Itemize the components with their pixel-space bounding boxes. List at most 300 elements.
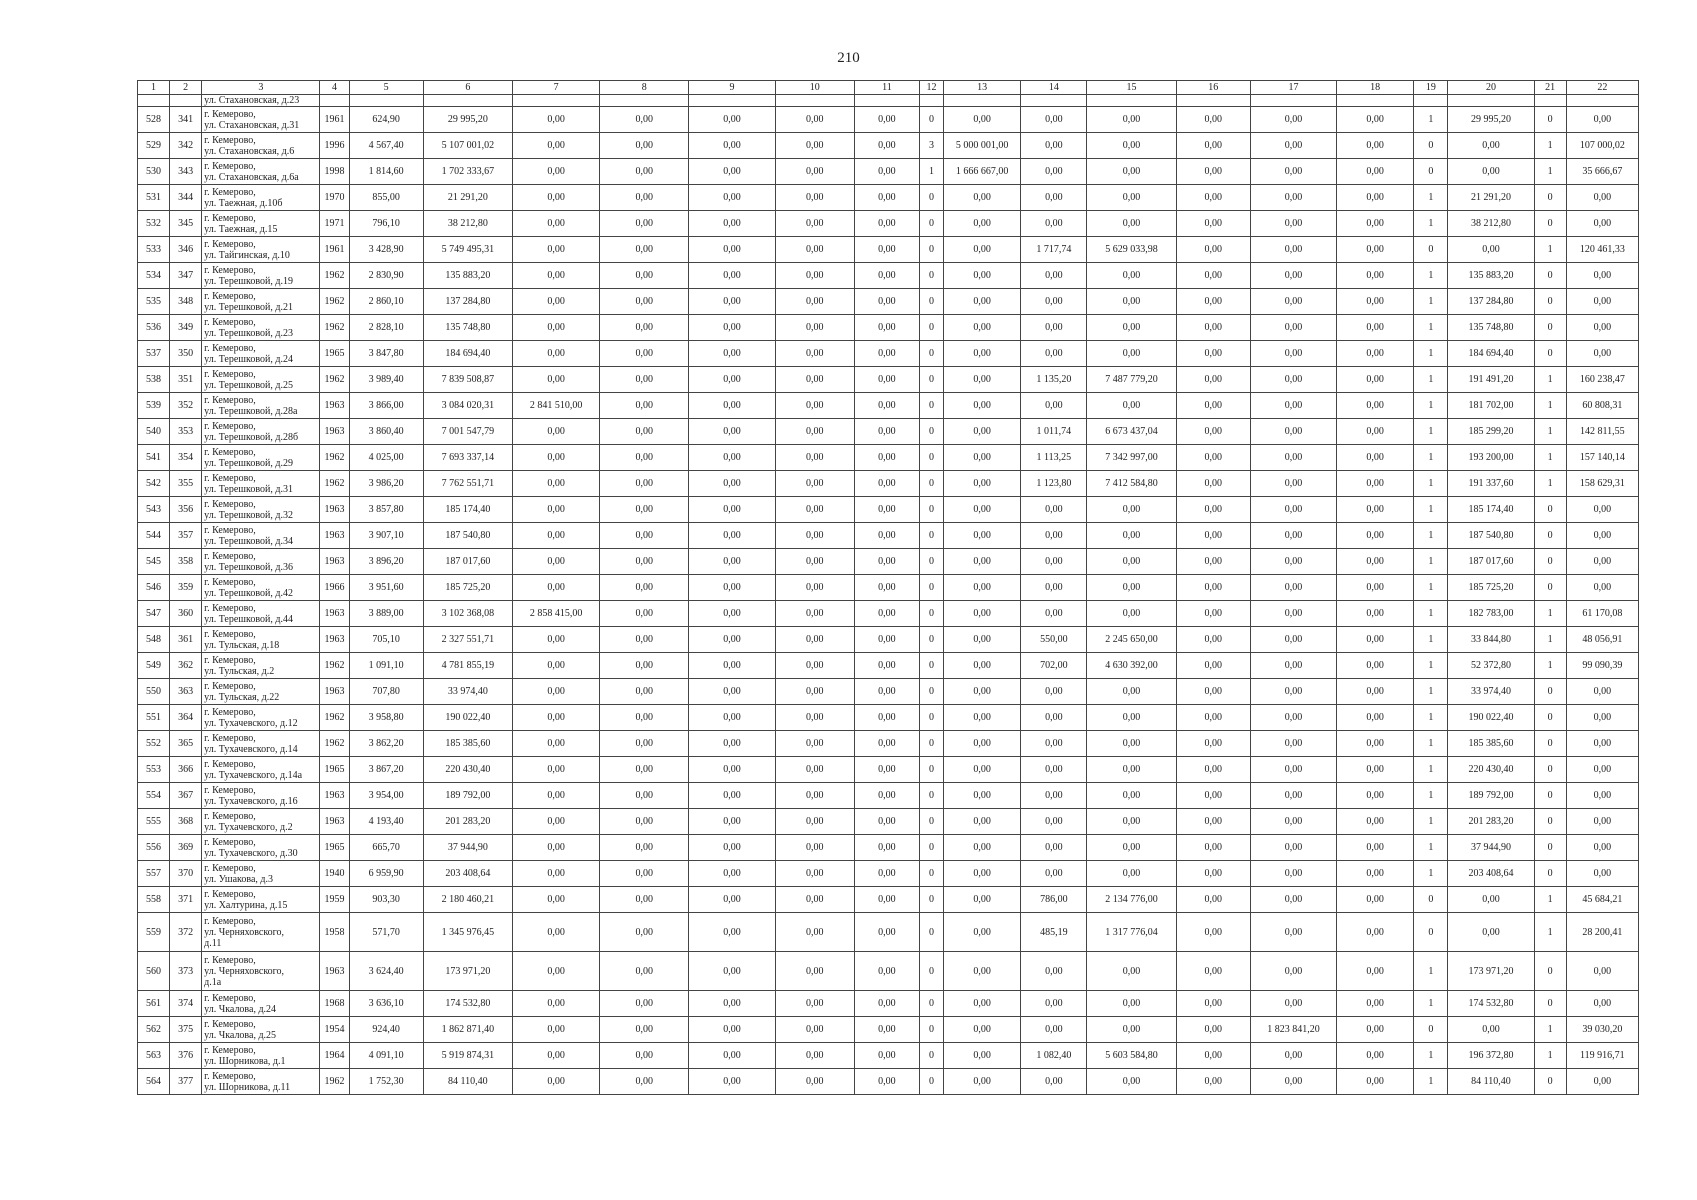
table-cell-col-9: 0,00 (689, 861, 775, 887)
table-cell-col-19: 0 (1414, 1017, 1448, 1043)
table-cell-col-2: 342 (170, 133, 202, 159)
table-cell-col-22: 0,00 (1566, 705, 1638, 731)
table-cell-col-22: 0,00 (1566, 991, 1638, 1017)
table-cell-col-7: 2 858 415,00 (512, 601, 599, 627)
table-cell-col-17: 0,00 (1250, 523, 1336, 549)
table-cell-col-8: 0,00 (600, 1017, 689, 1043)
table-cell-col-22: 160 238,47 (1566, 367, 1638, 393)
table-cell-col-19: 1 (1414, 315, 1448, 341)
table-row (138, 497, 1639, 523)
table-cell-col-2: 373 (170, 952, 202, 991)
table-cell-col-1: 540 (138, 419, 170, 445)
table-cell-col-16: 0,00 (1176, 731, 1250, 757)
table-cell-col-8: 0,00 (600, 835, 689, 861)
table-cell-col-22: 0,00 (1566, 185, 1638, 211)
table-cell-col-16: 0,00 (1176, 211, 1250, 237)
table-cell-col-10: 0,00 (775, 1043, 854, 1069)
table-cell-col-1: 546 (138, 575, 170, 601)
table-cell-col-1: 539 (138, 393, 170, 419)
table-cell-col-2: 368 (170, 809, 202, 835)
table-cell-col-6: 174 532,80 (423, 991, 512, 1017)
table-cell-col-20: 38 212,80 (1448, 211, 1534, 237)
table-cell-col-22: 45 684,21 (1566, 887, 1638, 913)
table-cell-col-16: 0,00 (1176, 315, 1250, 341)
table-cell-col-13: 0,00 (944, 991, 1021, 1017)
table-cell-col-6: 173 971,20 (423, 952, 512, 991)
table-cell-col-19: 1 (1414, 705, 1448, 731)
table-cell-col-10: 0,00 (775, 757, 854, 783)
table-cell-col-12: 0 (920, 263, 944, 289)
table-cell-col-11: 0,00 (854, 731, 919, 757)
table-cell-col-17: 0,00 (1250, 757, 1336, 783)
table-cell-col-14: 0,00 (1021, 757, 1087, 783)
table-cell-col-4: 1961 (320, 107, 349, 133)
table-cell-col-18: 0,00 (1337, 705, 1414, 731)
table-cell-col-8: 0,00 (600, 783, 689, 809)
table-cell-col-14: 1 717,74 (1021, 237, 1087, 263)
table-cell-col-18: 0,00 (1337, 549, 1414, 575)
table-cell-col-8: 0,00 (600, 289, 689, 315)
table-cell-col-10: 0,00 (775, 237, 854, 263)
table-cell-col-6: 185 385,60 (423, 731, 512, 757)
table-cell-col-21: 0 (1534, 679, 1566, 705)
table-cell-col-22: 120 461,33 (1566, 237, 1638, 263)
table-cell-col-10: 0,00 (775, 341, 854, 367)
table-cell-col-20: 29 995,20 (1448, 107, 1534, 133)
table-cell-col-5: 3 636,10 (349, 991, 423, 1017)
table-cell-col-9: 0,00 (689, 1043, 775, 1069)
table-cell-col-6: 21 291,20 (423, 185, 512, 211)
table-cell-col-15: 0,00 (1087, 991, 1176, 1017)
table-cell-col-20: 185 385,60 (1448, 731, 1534, 757)
table-cell-col-1: 532 (138, 211, 170, 237)
table-cell-col-4: 1963 (320, 523, 349, 549)
table-cell-col-22: 0,00 (1566, 783, 1638, 809)
table-cell-col-5: 6 959,90 (349, 861, 423, 887)
table-cell-col-19: 1 (1414, 952, 1448, 991)
table-cell-col-16: 0,00 (1176, 471, 1250, 497)
table-cell-col-13: 0,00 (944, 263, 1021, 289)
table-cell-col-9: 0,00 (689, 107, 775, 133)
table-cell-col-18: 0,00 (1337, 887, 1414, 913)
table-cell-col-14: 0,00 (1021, 952, 1087, 991)
table-cell-col-10: 0,00 (775, 211, 854, 237)
table-cell-col-15: 0,00 (1087, 497, 1176, 523)
table-cell-col-12: 0 (920, 341, 944, 367)
table-row (138, 783, 1639, 809)
table-cell-col-9: 0,00 (689, 341, 775, 367)
table-cell-col-19: 1 (1414, 757, 1448, 783)
column-header-18: 18 (1337, 81, 1414, 95)
table-cell-col-8: 0,00 (600, 575, 689, 601)
table-cell-col-19: 1 (1414, 991, 1448, 1017)
table-cell-col-16: 0,00 (1176, 757, 1250, 783)
table-cell-col-13: 0,00 (944, 653, 1021, 679)
table-cell-col-4: 1963 (320, 783, 349, 809)
table-cell-col-21: 1 (1534, 601, 1566, 627)
table-cell-col-21: 0 (1534, 991, 1566, 1017)
table-cell-col-7: 0,00 (512, 861, 599, 887)
table-cell-col-18: 0,00 (1337, 107, 1414, 133)
table-cell-col-19: 1 (1414, 185, 1448, 211)
address-cell: г. Кемерово, ул. Терешковой, д.36 (202, 549, 320, 575)
table-cell-col-5: 3 862,20 (349, 731, 423, 757)
column-header-22: 22 (1566, 81, 1638, 95)
table-cell-col-22: 107 000,02 (1566, 133, 1638, 159)
address-cell: г. Кемерово, ул. Стахановская, д.6 (202, 133, 320, 159)
table-cell-col-15: 0,00 (1087, 835, 1176, 861)
table-cell-col-14: 0,00 (1021, 861, 1087, 887)
table-cell-col-18: 0,00 (1337, 445, 1414, 471)
table-cell-col-13: 0,00 (944, 757, 1021, 783)
table-cell-col-19: 1 (1414, 497, 1448, 523)
table-cell-col-21: 0 (1534, 809, 1566, 835)
table-cell-col-21: 0 (1534, 757, 1566, 783)
table-cell-col-1: 529 (138, 133, 170, 159)
table-cell-col-14: 0,00 (1021, 679, 1087, 705)
table-row (138, 757, 1639, 783)
table-cell-col-4: 1965 (320, 835, 349, 861)
table-cell-col-9: 0,00 (689, 601, 775, 627)
table-cell-col-7: 0,00 (512, 107, 599, 133)
table-cell-col-18: 0,00 (1337, 757, 1414, 783)
table-row (138, 1069, 1639, 1095)
table-cell-col-9: 0,00 (689, 497, 775, 523)
column-header-9: 9 (689, 81, 775, 95)
table-cell-col-17: 0,00 (1250, 601, 1336, 627)
table-cell-col-2: 357 (170, 523, 202, 549)
table-cell-col-5: 624,90 (349, 107, 423, 133)
table-cell-col-21: 1 (1534, 653, 1566, 679)
table-cell-col-4: 1962 (320, 653, 349, 679)
table-cell-col-10: 0,00 (775, 367, 854, 393)
table-cell-col-7: 0,00 (512, 991, 599, 1017)
address-cell: г. Кемерово, ул. Ушакова, д.3 (202, 861, 320, 887)
table-cell-col-10: 0,00 (775, 887, 854, 913)
table-cell-col-8: 0,00 (600, 159, 689, 185)
table-cell-col-14: 1 123,80 (1021, 471, 1087, 497)
table-cell-col-14: 1 113,25 (1021, 445, 1087, 471)
table-row (138, 393, 1639, 419)
table-row (138, 107, 1639, 133)
table-cell-col-13: 0,00 (944, 107, 1021, 133)
table-cell-col-8: 0,00 (600, 861, 689, 887)
table-cell-col-4: 1962 (320, 367, 349, 393)
table-cell-col-4: 1996 (320, 133, 349, 159)
table-cell-col-15: 0,00 (1087, 159, 1176, 185)
column-header-14: 14 (1021, 81, 1087, 95)
table-cell-col-9: 0,00 (689, 679, 775, 705)
table-cell-col-11: 0,00 (854, 575, 919, 601)
table-cell-col-11: 0,00 (854, 133, 919, 159)
table-cell-col-1: 557 (138, 861, 170, 887)
address-cell: г. Кемерово, ул. Терешковой, д.28а (202, 393, 320, 419)
table-cell-col-16: 0,00 (1176, 185, 1250, 211)
table-cell-col-20: 203 408,64 (1448, 861, 1534, 887)
table-cell-col-1: 531 (138, 185, 170, 211)
table-cell-col-2: 351 (170, 367, 202, 393)
continued-address-cell: ул. Стахановская, д.23 (202, 95, 320, 107)
column-header-10: 10 (775, 81, 854, 95)
table-cell-col-9: 0,00 (689, 731, 775, 757)
table-cell-col-10: 0,00 (775, 575, 854, 601)
column-header-20: 20 (1448, 81, 1534, 95)
table-cell-col-13: 0,00 (944, 783, 1021, 809)
column-number-header-row (138, 81, 1639, 95)
table-cell-col-10: 0,00 (775, 445, 854, 471)
table-cell-col-1: 533 (138, 237, 170, 263)
table-cell-col-11: 0,00 (854, 497, 919, 523)
page-number: 210 (837, 50, 860, 66)
table-cell-col-13: 0,00 (944, 952, 1021, 991)
table-cell-col-19: 1 (1414, 263, 1448, 289)
table-cell-col-11: 0,00 (854, 809, 919, 835)
table-cell-col-7: 0,00 (512, 1017, 599, 1043)
table-cell-col-8: 0,00 (600, 133, 689, 159)
table-cell-col-7: 0,00 (512, 237, 599, 263)
table-cell-col-5: 3 951,60 (349, 575, 423, 601)
table-cell-col-15: 0,00 (1087, 705, 1176, 731)
table-cell-col-21: 0 (1534, 835, 1566, 861)
table-body (138, 95, 1639, 1095)
table-cell-col-10: 0,00 (775, 679, 854, 705)
table-cell-col-6: 135 748,80 (423, 315, 512, 341)
table-cell-col-2: 359 (170, 575, 202, 601)
table-cell-col-20: 184 694,40 (1448, 341, 1534, 367)
table-cell-col-18: 0,00 (1337, 952, 1414, 991)
table-cell-col-14: 1 011,74 (1021, 419, 1087, 445)
table-cell-col-20: 190 022,40 (1448, 705, 1534, 731)
table-cell-col-8: 0,00 (600, 809, 689, 835)
table-cell-col-15: 0,00 (1087, 185, 1176, 211)
table-cell-col-5: 1 814,60 (349, 159, 423, 185)
table-cell-col-2: 347 (170, 263, 202, 289)
table-cell-col-22: 142 811,55 (1566, 419, 1638, 445)
table-cell-col-20: 185 174,40 (1448, 497, 1534, 523)
table-cell-col-11: 0,00 (854, 289, 919, 315)
table-cell-col-1: 530 (138, 159, 170, 185)
address-cell: г. Кемерово, ул. Терешковой, д.24 (202, 341, 320, 367)
table-cell-col-9: 0,00 (689, 887, 775, 913)
table-cell-col-5: 3 428,90 (349, 237, 423, 263)
table-cell-col-21: 1 (1534, 133, 1566, 159)
table-cell-col-19: 1 (1414, 601, 1448, 627)
table-cell-col-15: 0,00 (1087, 731, 1176, 757)
table-cell-col-16: 0,00 (1176, 627, 1250, 653)
table-cell-col-4: 1961 (320, 237, 349, 263)
table-cell-col-10: 0,00 (775, 159, 854, 185)
table-cell-col-6: 190 022,40 (423, 705, 512, 731)
table-cell-col-14: 0,00 (1021, 107, 1087, 133)
table-row (138, 419, 1639, 445)
table-cell-col-15: 0,00 (1087, 341, 1176, 367)
table-cell-col-11: 0,00 (854, 835, 919, 861)
table-cell-col-14: 0,00 (1021, 159, 1087, 185)
table-cell-col-19: 1 (1414, 341, 1448, 367)
table-cell-col-17: 0,00 (1250, 575, 1336, 601)
table-cell-col-18: 0,00 (1337, 211, 1414, 237)
table-cell-col-9: 0,00 (689, 913, 775, 952)
table-cell-col-13: 0,00 (944, 341, 1021, 367)
table-cell-col-9: 0,00 (689, 315, 775, 341)
table-cell-col-6: 1 702 333,67 (423, 159, 512, 185)
table-cell-col-15: 0,00 (1087, 393, 1176, 419)
table-cell-col-7: 0,00 (512, 471, 599, 497)
table-cell-col-21: 1 (1534, 237, 1566, 263)
table-cell-col-22: 0,00 (1566, 809, 1638, 835)
table-cell-col-20: 33 974,40 (1448, 679, 1534, 705)
table-cell-col-10: 0,00 (775, 991, 854, 1017)
table-cell-col-10: 0,00 (775, 705, 854, 731)
register-table-wrapper (137, 80, 1639, 1095)
table-cell-col-21: 0 (1534, 549, 1566, 575)
table-cell-col-20: 135 883,20 (1448, 263, 1534, 289)
table-cell-col-6: 1 345 976,45 (423, 913, 512, 952)
table-cell-col-22: 0,00 (1566, 107, 1638, 133)
table-cell-col-15: 7 487 779,20 (1087, 367, 1176, 393)
table-cell-col-12: 0 (920, 445, 944, 471)
table-cell-col-15: 0,00 (1087, 809, 1176, 835)
table-cell-col-20: 201 283,20 (1448, 809, 1534, 835)
table-cell-col-6: 187 540,80 (423, 523, 512, 549)
table-cell-col-11: 0,00 (854, 913, 919, 952)
table-cell-col-17: 0,00 (1250, 133, 1336, 159)
table-cell-col-4: 1963 (320, 601, 349, 627)
table-cell-col-18: 0,00 (1337, 1043, 1414, 1069)
table-cell-col-7: 0,00 (512, 809, 599, 835)
table-cell-col-18: 0,00 (1337, 497, 1414, 523)
table-cell-col-2: 348 (170, 289, 202, 315)
table-row (138, 445, 1639, 471)
table-cell-col-13: 0,00 (944, 861, 1021, 887)
address-cell: г. Кемерово, ул. Чкалова, д.24 (202, 991, 320, 1017)
table-cell-col-12: 0 (920, 393, 944, 419)
table-cell-col-7: 0,00 (512, 497, 599, 523)
table-cell-col-14: 0,00 (1021, 315, 1087, 341)
table-cell-col-18: 0,00 (1337, 861, 1414, 887)
table-cell-col-18: 0,00 (1337, 185, 1414, 211)
table-cell-col-5: 3 896,20 (349, 549, 423, 575)
table-cell-col-14: 1 082,40 (1021, 1043, 1087, 1069)
table-cell-col-18: 0,00 (1337, 523, 1414, 549)
table-cell-col-7: 0,00 (512, 731, 599, 757)
table-cell-col-8: 0,00 (600, 549, 689, 575)
table-cell-col-22: 28 200,41 (1566, 913, 1638, 952)
table-cell-col-11: 0,00 (854, 705, 919, 731)
table-cell-col-13: 0,00 (944, 445, 1021, 471)
table-cell-col-15: 0,00 (1087, 601, 1176, 627)
table-cell-col-11: 0,00 (854, 627, 919, 653)
table-cell-col-10: 0,00 (775, 185, 854, 211)
table-cell-col-17: 0,00 (1250, 263, 1336, 289)
table-cell-col-20: 0,00 (1448, 1017, 1534, 1043)
table-cell-col-12: 0 (920, 783, 944, 809)
address-cell: г. Кемерово, ул. Тульская, д.2 (202, 653, 320, 679)
table-cell-col-14: 786,00 (1021, 887, 1087, 913)
table-cell-col-2: 364 (170, 705, 202, 731)
table-cell-col-9: 0,00 (689, 835, 775, 861)
table-cell-col-17: 0,00 (1250, 393, 1336, 419)
table-cell-col-9: 0,00 (689, 991, 775, 1017)
table-cell-col-15: 5 603 584,80 (1087, 1043, 1176, 1069)
table-cell-col-5: 707,80 (349, 679, 423, 705)
table-cell-col-13: 0,00 (944, 575, 1021, 601)
table-cell-col-1: 534 (138, 263, 170, 289)
table-cell-col-14: 0,00 (1021, 289, 1087, 315)
table-cell-col-4: 1970 (320, 185, 349, 211)
table-cell-col-8: 0,00 (600, 497, 689, 523)
table-cell-col-12: 0 (920, 289, 944, 315)
table-cell-col-1: 537 (138, 341, 170, 367)
table-cell-col-21: 0 (1534, 211, 1566, 237)
table-cell-col-17: 0,00 (1250, 107, 1336, 133)
table-cell-col-10: 0,00 (775, 913, 854, 952)
table-cell-col-2: 366 (170, 757, 202, 783)
table-cell-col-8: 0,00 (600, 315, 689, 341)
table-cell-col-5: 3 866,00 (349, 393, 423, 419)
table-row (138, 679, 1639, 705)
table-cell-col-6: 137 284,80 (423, 289, 512, 315)
table-cell-col-19: 1 (1414, 549, 1448, 575)
table-cell-col-13: 5 000 001,00 (944, 133, 1021, 159)
table-cell-col-9: 0,00 (689, 705, 775, 731)
address-cell: г. Кемерово, ул. Терешковой, д.23 (202, 315, 320, 341)
table-cell-col-16: 0,00 (1176, 679, 1250, 705)
table-cell-col-11: 0,00 (854, 419, 919, 445)
table-cell-col-17: 0,00 (1250, 991, 1336, 1017)
table-cell-col-2: 341 (170, 107, 202, 133)
table-cell-col-10: 0,00 (775, 471, 854, 497)
table-cell-col-9: 0,00 (689, 237, 775, 263)
table-row (138, 952, 1639, 991)
table-cell-col-17: 0,00 (1250, 419, 1336, 445)
table-cell-col-9: 0,00 (689, 263, 775, 289)
table-cell-col-19: 1 (1414, 809, 1448, 835)
table-cell-col-12: 0 (920, 211, 944, 237)
table-cell-col-21: 0 (1534, 523, 1566, 549)
table-cell-col-7: 0,00 (512, 549, 599, 575)
address-cell: г. Кемерово, ул. Шорникова, д.11 (202, 1069, 320, 1095)
table-row (138, 627, 1639, 653)
table-cell-col-13: 0,00 (944, 185, 1021, 211)
column-header-4: 4 (320, 81, 349, 95)
table-cell-col-17: 1 823 841,20 (1250, 1017, 1336, 1043)
table-cell-col-5: 796,10 (349, 211, 423, 237)
table-cell-col-21: 0 (1534, 263, 1566, 289)
table-cell-col-12: 0 (920, 835, 944, 861)
table-cell-col-13: 0,00 (944, 237, 1021, 263)
table-cell-col-11: 0,00 (854, 393, 919, 419)
table-cell-col-14: 550,00 (1021, 627, 1087, 653)
table-cell-col-18: 0,00 (1337, 913, 1414, 952)
table-cell-col-13: 0,00 (944, 523, 1021, 549)
table-cell-col-9: 0,00 (689, 445, 775, 471)
table-cell-col-12: 0 (920, 913, 944, 952)
table-cell-col-15: 0,00 (1087, 523, 1176, 549)
table-cell-col-13: 0,00 (944, 497, 1021, 523)
table-cell-col-12: 0 (920, 952, 944, 991)
table-cell-col-18: 0,00 (1337, 159, 1414, 185)
table-cell-col-14: 0,00 (1021, 497, 1087, 523)
table-cell-col-8: 0,00 (600, 757, 689, 783)
column-header-16: 16 (1176, 81, 1250, 95)
table-cell-col-13: 0,00 (944, 1069, 1021, 1095)
table-cell-col-7: 0,00 (512, 159, 599, 185)
table-cell-col-7: 0,00 (512, 1069, 599, 1095)
table-cell-col-18: 0,00 (1337, 809, 1414, 835)
table-cell-col-5: 3 857,80 (349, 497, 423, 523)
address-cell: г. Кемерово, ул. Терешковой, д.34 (202, 523, 320, 549)
